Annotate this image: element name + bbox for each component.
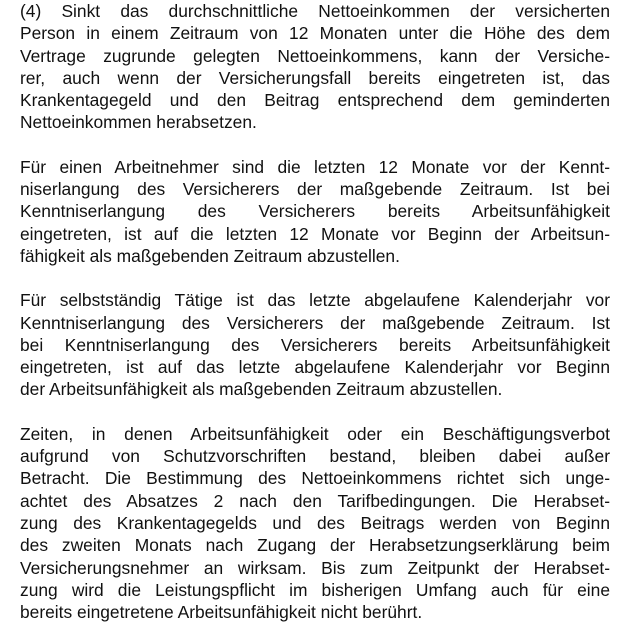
text-line: Person in einem Zeitraum von 12 Monaten unter die Höhe des dem bbox=[20, 23, 610, 44]
text-line: Betracht. Die Bestimmung des Nettoeinkommens richtet sich unge- bbox=[20, 468, 610, 489]
text-line: der Arbeitsunfähigkeit als maßgebenden Zeitraum abzustellen. bbox=[20, 379, 503, 400]
text-line: Vertrage zugrunde gelegten Nettoeinkommens, kann der Versiche- bbox=[20, 45, 610, 66]
text-line: Für einen Arbeitnehmer sind die letzten 12 Monate vor der Kennt- bbox=[20, 156, 610, 177]
text-line: aufgrund von Schutzvorschriften bestand, bleiben dabei außer bbox=[20, 446, 610, 467]
paragraph-3 bbox=[20, 289, 610, 400]
text-line: bei Kenntniserlangung des Versicherers bereits Arbeitsunfähigkeit bbox=[20, 334, 610, 355]
text-line: des zweiten Monats nach Zugang der Herabsetzungserklärung beim bbox=[20, 535, 610, 556]
text-line: niserlangung des Versicherers der maßgebende Zeitraum. Ist bei bbox=[20, 179, 610, 200]
document-body bbox=[20, 0, 610, 623]
text-line: eingetreten, ist auf die letzten 12 Monate vor Beginn der Arbeitsun- bbox=[20, 223, 610, 244]
text-line: Kenntniserlangung des Versicherers der maßgebende Zeitraum. Ist bbox=[20, 312, 610, 333]
text-line: achtet des Absatzes 2 nach den Tarifbedingungen. Die Herabset- bbox=[20, 490, 610, 511]
text-line: Kenntniserlangung des Versicherers bereits Arbeitsunfähigkeit bbox=[20, 201, 610, 222]
text-line: Krankentagegeld und den Beitrag entsprechend dem geminderten bbox=[20, 90, 610, 111]
paragraph-2 bbox=[20, 156, 610, 267]
text-line: (4) Sinkt das durchschnittliche Nettoeinkommen der versicherten bbox=[20, 1, 610, 21]
text-line: Für selbstständig Tätige ist das letzte abgelaufene Kalenderjahr vor bbox=[20, 290, 610, 311]
text-line: bereits eingetretene Arbeitsunfähigkeit nicht berührt. bbox=[20, 602, 423, 623]
text-line: eingetreten, ist auf das letzte abgelaufene Kalenderjahr vor Beginn bbox=[20, 357, 610, 378]
text-line: zung des Krankentagegelds und des Beitrags werden von Beginn bbox=[20, 512, 610, 533]
text-line: Nettoeinkommen herabsetzen. bbox=[20, 112, 257, 133]
text-line: zung wird die Leistungspflicht im bisherigen Umfang auch für eine bbox=[20, 579, 610, 600]
text-line: rer, auch wenn der Versicherungsfall bereits eingetreten ist, das bbox=[20, 67, 610, 88]
text-line: fähigkeit als maßgebenden Zeitraum abzustellen. bbox=[20, 245, 400, 266]
text-line: Zeiten, in denen Arbeitsunfähigkeit oder ein Beschäftigungsverbot bbox=[20, 423, 610, 444]
paragraph-4 bbox=[20, 423, 610, 623]
text-line: Versicherungsnehmer an wirksam. Bis zum Zeitpunkt der Herabset- bbox=[20, 557, 610, 578]
paragraph-1 bbox=[20, 0, 610, 134]
